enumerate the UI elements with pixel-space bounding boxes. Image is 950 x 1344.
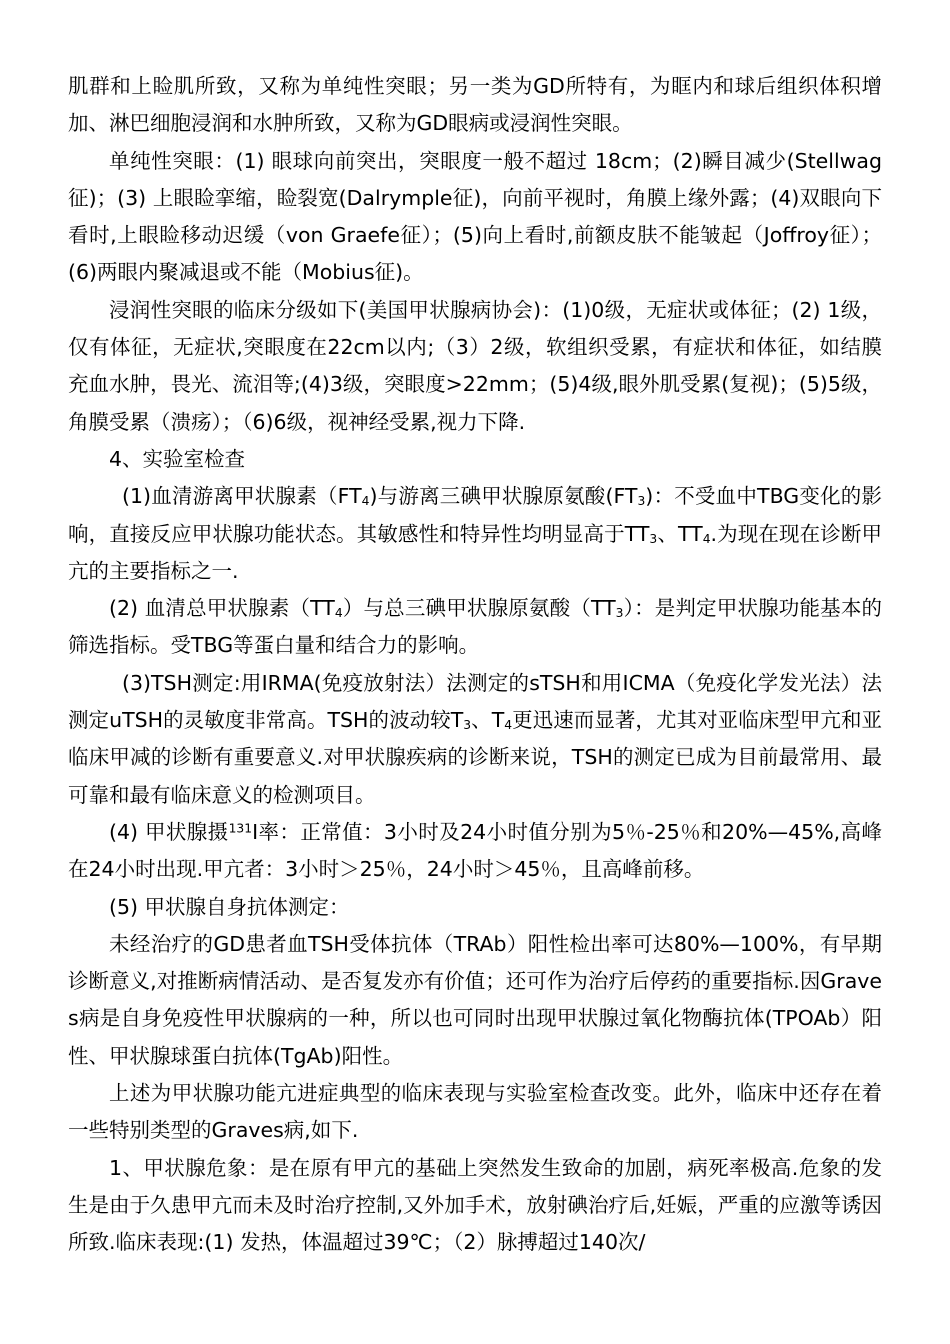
paragraph-infiltrative-exophthalmos-grading: 浸润性突眼的临床分级如下(美国甲状腺病协会)：(1)0级，无症状或体征；(2) 1级，仅有体征，无症状,突眼度在22cm以内;（3）2级，软组织受累，有症状和体征，如结膜充血水肿，畏光、流泪等;(4)3级，突眼度>22mm；(5)4级,眼外肌受累(复视)；(5)5级，角膜受累（溃疡）；（6)6级，视神经受累,视力下降. <box>68 297 882 434</box>
paragraph-simple-exophthalmos-intro: 肌群和上睑肌所致，又称为单纯性突眼；另一类为GD所特有，为眶内和球后组织体积增加、淋巴细胞浸润和水肿所致，又称为GD眼病或浸润性突眼。 <box>68 74 882 136</box>
paragraph-autoantibody-heading: (5) 甲状腺自身抗体测定： <box>109 894 350 919</box>
paragraph-summary: 上述为甲状腺功能亢进症典型的临床表现与实验室检查改变。此外，临床中还存在着一些特别类型的Graves病,如下. <box>68 1081 882 1143</box>
paragraph-trab: 未经治疗的GD患者血TSH受体抗体（TRAb）阳性检出率可达80%—100%，有早期诊断意义,对推断病情活动、是否复发亦有价值；还可作为治疗后停药的重要指标.因Graves病是自身免疫性甲状腺病的一种，所以也可同时出现甲状腺过氧化物酶抗体(TPOAb）阳性、甲状腺球蛋白抗体(TgAb)阳性。 <box>68 931 882 1068</box>
paragraph-iodine-uptake: (4) 甲状腺摄$^{131}$I率：正常值：3小时及24小时值分别为5％-25％和20%—45%,高峰在24小时出现.甲亢者：3小时＞25％，24小时＞45％，且高峰前移。 <box>68 819 882 882</box>
paragraph-free-thyroxine: (1)血清游离甲状腺素$(FT_4)$与游离三碘甲状腺原氨酸$(FT_3)$：不受血中TBG变化的影响，直接反应甲状腺功能状态。其敏感性和特异性均明显高于$TT_3$、$TT_4$.为现在现在诊断甲亢的主要指标之一. <box>68 484 883 583</box>
paragraph-tsh-test: (3)TSH测定:用IRMA(免疫放射法）法测定的sTSH和用ICMA（免疫化学发光法）法测定uTSH的灵敏度非常高。TSH的波动较$T_3$、$T_4$更迅速而显著，尤其对亚临床型甲亢和亚临床甲减的诊断有重要意义.对甲状腺疾病的诊断来说，TSH的测定已成为目前最常用、最可靠和最有临床意义的检测项目。 <box>68 670 883 807</box>
section-heading-lab-tests: 4、实验室检查 <box>109 446 246 471</box>
paragraph-simple-exophthalmos-signs: 单纯性突眼：(1) 眼球向前突出，突眼度一般不超过 18cm；(2)瞬目减少(Stellwag征)；(3) 上眼睑挛缩，睑裂宽(Dalrymple征)，向前平视时，角膜上缘外露；(4)双眼向下看时,上眼睑移动迟缓（von Graefe征）；(5)向上看时,前额皮肤不能皱起（Joffroy征）；(6)两眼内聚减退或不能（Mobius征)。 <box>68 148 882 285</box>
paragraph-total-thyroxine: (2) 血清总甲状腺素$(TT_4)$与总三碘甲状腺原氨酸$(TT_3)$：是判定甲状腺功能基本的筛选指标。受TBG等蛋白量和结合力的影响。 <box>68 596 883 658</box>
paragraph-thyroid-crisis: 1、甲状腺危象：是在原有甲亢的基础上突然发生致命的加剧，病死率极高.危象的发生是由于久患甲亢而未及时治疗控制,又外加手术，放射碘治疗后,妊娠，严重的应激等诱因所致.临床表现:(1) 发热，体温超过39℃；（2）脉搏超过140次/ <box>68 1155 882 1255</box>
